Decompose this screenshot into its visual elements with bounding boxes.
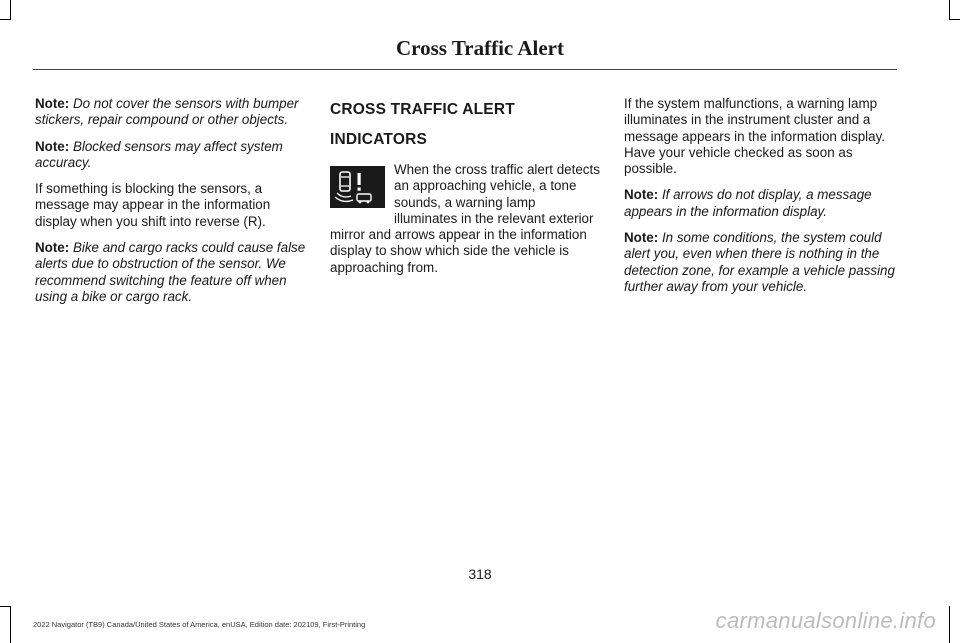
- crop-mark: [10, 606, 11, 643]
- crop-mark: [949, 19, 960, 20]
- left-column: [35, 96, 309, 315]
- note-text: Do not cover the sensors with bumper stickers, repair compound or other objects.: [35, 96, 299, 128]
- note-text: If arrows do not display, a message appears in the information display.: [624, 187, 872, 219]
- crop-mark: [949, 606, 950, 643]
- note-paragraph: [624, 230, 900, 295]
- note-label: Note:: [35, 240, 70, 256]
- page-number: 318: [468, 566, 492, 582]
- section-heading: INDICATORS: [330, 131, 428, 148]
- watermark: carmanualsonline.info: [715, 608, 936, 633]
- edition-footer: 2022 Navigator (TB9) Canada/United States of America, enUSA, Edition date: 202109, First-Printing: [33, 620, 366, 629]
- note-paragraph: [624, 187, 900, 220]
- header-divider: [33, 69, 897, 70]
- right-column: [624, 96, 900, 305]
- crop-mark: [10, 0, 11, 20]
- note-paragraph: [35, 139, 309, 172]
- crop-mark: [949, 0, 950, 20]
- note-text: Blocked sensors may affect system accuracy.: [35, 138, 283, 170]
- note-paragraph: [35, 96, 309, 129]
- note-text: In some conditions, the system could alert you, even when there is nothing in the detection zone, for example a vehicle passing further away from your vehicle.: [624, 230, 895, 294]
- cross-traffic-alert-warning-icon: [330, 166, 385, 208]
- crop-mark: [0, 606, 11, 607]
- note-label: Note:: [35, 96, 70, 111]
- note-label: Note:: [624, 230, 659, 246]
- note-paragraph: [35, 240, 309, 305]
- page-title: Cross Traffic Alert: [396, 36, 564, 60]
- note-label: Note:: [624, 187, 659, 203]
- section-heading: CROSS TRAFFIC ALERT: [330, 101, 515, 118]
- body-paragraph: If something is blocking the sensors, a message may appear in the information display when you shift into reverse (R).: [35, 181, 271, 229]
- note-label: Note:: [35, 138, 70, 154]
- crop-mark: [0, 19, 11, 20]
- middle-column: [330, 98, 602, 276]
- body-paragraph: When the cross traffic alert detects an approaching vehicle, a tone sounds, a warning lamp illuminates in the relevant exterior mirror and arrows appear in the information display to show which side the vehicle is approaching from.: [330, 162, 600, 275]
- note-text: Bike and cargo racks could cause false alerts due to obstruction of the sensor. We recommend switching the feature off when using a bike or cargo rack.: [35, 240, 306, 304]
- body-paragraph: If the system malfunctions, a warning lamp illuminates in the instrument cluster and a message appears in the information display. Have your vehicle checked as soon as possible.: [624, 96, 886, 177]
